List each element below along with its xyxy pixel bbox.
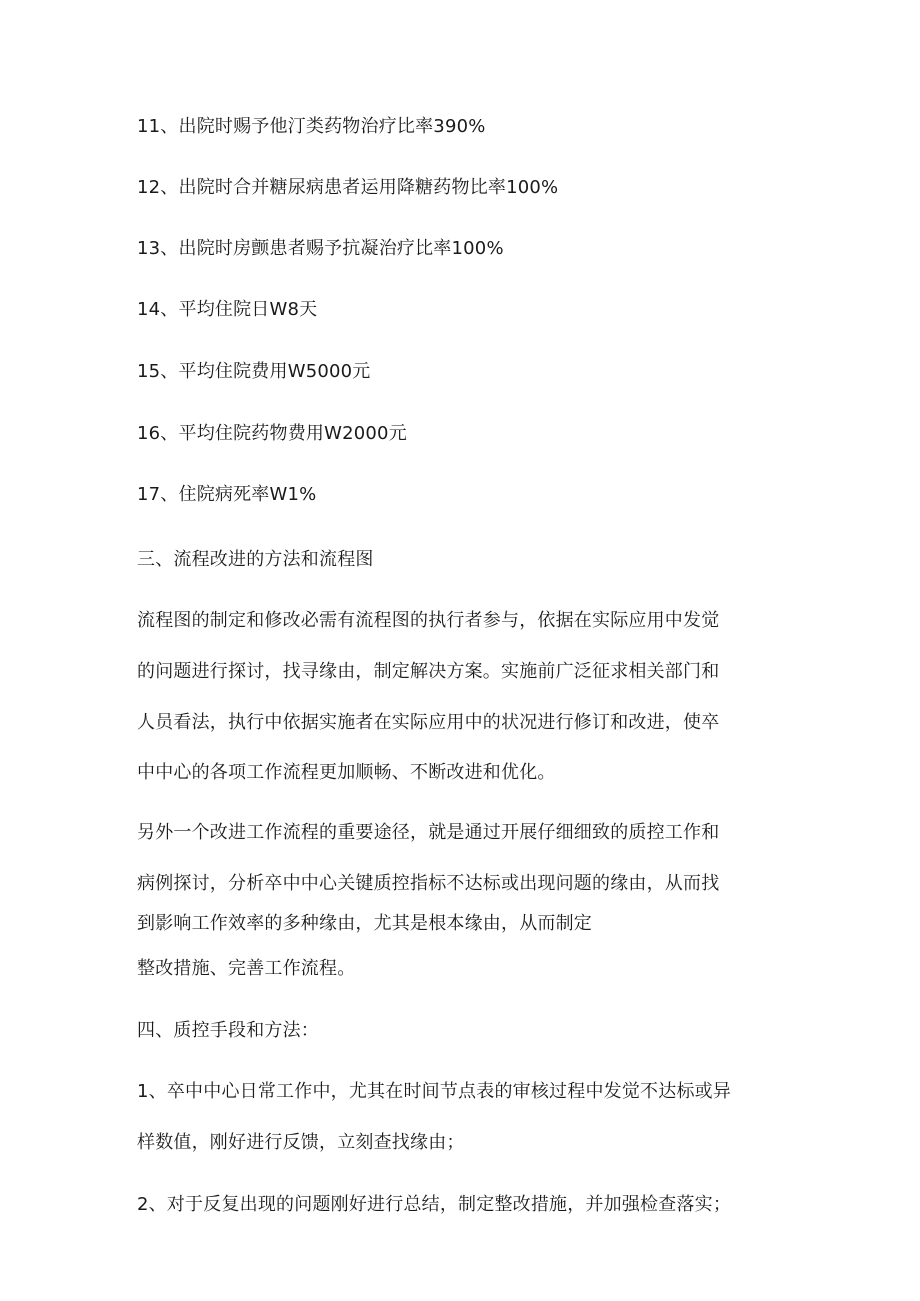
list-item-12: 12、出院时合并糖尿病患者运用降糖药物比率100% <box>137 177 559 198</box>
item-1-line-1: 1、卒中中心日常工作中，尤其在时间节点表的审核过程中发觉不达标或异 <box>137 1081 732 1102</box>
paragraph-1-line-2: 的问题进行探讨，找寻缘由，制定解决方案。实施前广泛征求相关部门和 <box>137 661 720 682</box>
list-item-16: 16、平均住院药物费用W2000元 <box>137 423 407 444</box>
list-item-11: 11、出院时赐予他汀类药物治疗比率390% <box>137 116 486 137</box>
paragraph-2-line-2: 病例探讨，分析卒中中心关键质控指标不达标或出现问题的缘由，从而找 <box>137 873 720 894</box>
section-heading-4: 四、质控手段和方法： <box>137 1020 319 1041</box>
paragraph-2-line-1: 另外一个改进工作流程的重要途径，就是通过开展仔细细致的质控工作和 <box>137 822 720 843</box>
list-item-15: 15、平均住院费用W5000元 <box>137 361 371 382</box>
list-item-17: 17、住院病死率W1% <box>137 484 317 505</box>
paragraph-1-line-4: 中中心的各项工作流程更加顺畅、不断改进和优化。 <box>137 762 556 783</box>
section-heading-3: 三、流程改进的方法和流程图 <box>137 549 374 570</box>
paragraph-2-line-4: 整改措施、完善工作流程。 <box>137 958 356 979</box>
paragraph-2-line-3: 到影响工作效率的多种缘由，尤其是根本缘由，从而制定 <box>137 913 592 934</box>
paragraph-1-line-3: 人员看法，执行中依据实施者在实际应用中的状况进行修订和改进，使卒 <box>137 712 720 733</box>
paragraph-1-line-1: 流程图的制定和修改必需有流程图的执行者参与，依据在实际应用中发觉 <box>137 610 720 631</box>
item-2-line-1: 2、对于反复出现的问题刚好进行总结，制定整改措施，并加强检查落实； <box>137 1194 732 1215</box>
list-item-14: 14、平均住院日W8天 <box>137 299 318 320</box>
list-item-13: 13、出院时房颤患者赐予抗凝治疗比率100% <box>137 238 504 259</box>
item-1-line-2: 样数值，刚好进行反馈，立刻查找缘由； <box>137 1132 465 1153</box>
